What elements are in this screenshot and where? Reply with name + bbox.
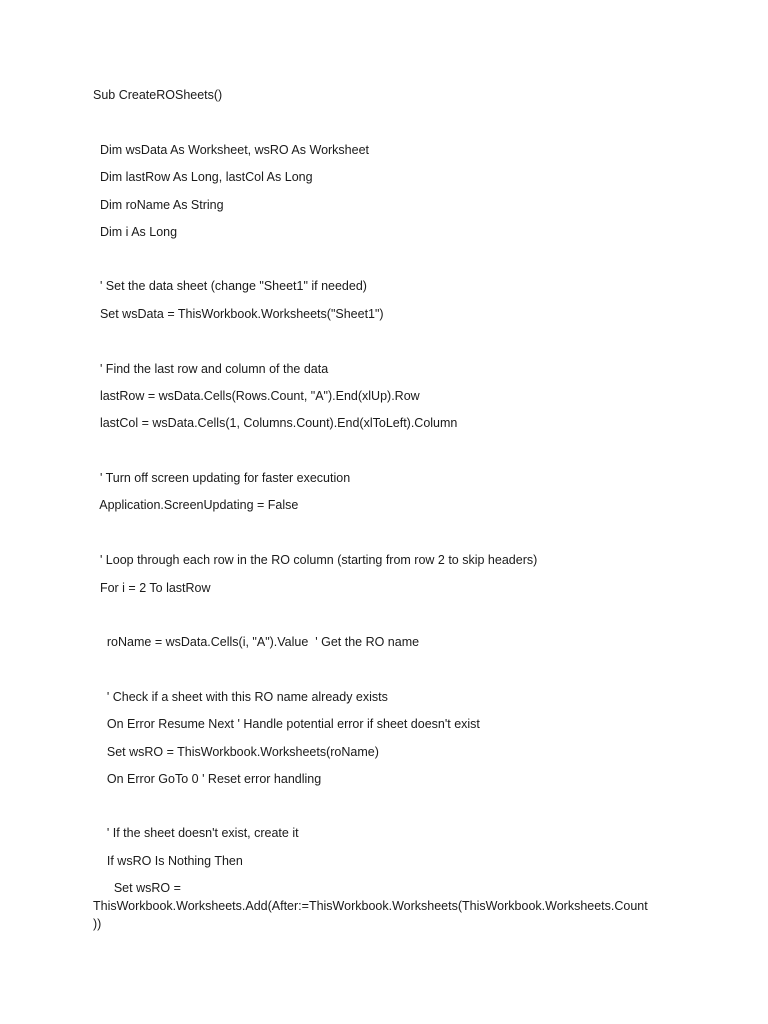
code-comment-check-sheet: ' Check if a sheet with this RO name already exists	[93, 690, 388, 704]
code-line-dim-rowcol: Dim lastRow As Long, lastCol As Long	[93, 170, 313, 184]
code-line-sub-declaration: Sub CreateROSheets()	[93, 88, 223, 102]
code-line-if-nothing: If wsRO Is Nothing Then	[93, 854, 243, 868]
code-line-screenupdating: Application.ScreenUpdating = False	[93, 498, 299, 512]
code-line-lastrow: lastRow = wsData.Cells(Rows.Count, "A").End(xlUp).Row	[93, 389, 420, 403]
code-line-dim-i: Dim i As Long	[93, 225, 178, 239]
code-line-roname-assign: roName = wsData.Cells(i, "A").Value ' Get the RO name	[93, 635, 420, 649]
code-line-set-wsro-add-end: ))	[93, 917, 102, 931]
code-line-set-wsro-add: Set wsRO =	[93, 881, 181, 895]
code-line-on-error-resume: On Error Resume Next ' Handle potential error if sheet doesn't exist	[93, 717, 480, 731]
code-line-lastcol: lastCol = wsData.Cells(1, Columns.Count).End(xlToLeft).Column	[93, 416, 458, 430]
code-comment-create-sheet: ' If the sheet doesn't exist, create it	[93, 826, 299, 840]
code-line-for-loop: For i = 2 To lastRow	[93, 581, 211, 595]
code-line-dim-roname: Dim roName As String	[93, 198, 224, 212]
code-comment-set-data-sheet: ' Set the data sheet (change "Sheet1" if needed)	[93, 279, 367, 293]
code-line-set-wsro: Set wsRO = ThisWorkbook.Worksheets(roName)	[93, 745, 379, 759]
code-line-set-wsro-add-continued: ThisWorkbook.Worksheets.Add(After:=ThisWorkbook.Worksheets(ThisWorkbook.Worksheets.Count	[93, 899, 648, 913]
code-comment-screen-updating: ' Turn off screen updating for faster execution	[93, 471, 351, 485]
code-comment-find-last: ' Find the last row and column of the data	[93, 362, 329, 376]
code-line-set-wsdata: Set wsData = ThisWorkbook.Worksheets("Sheet1")	[93, 307, 384, 321]
code-line-on-error-goto: On Error GoTo 0 ' Reset error handling	[93, 772, 322, 786]
code-line-dim-worksheets: Dim wsData As Worksheet, wsRO As Worksheet	[93, 143, 370, 157]
code-comment-loop: ' Loop through each row in the RO column (starting from row 2 to skip headers)	[93, 553, 538, 567]
